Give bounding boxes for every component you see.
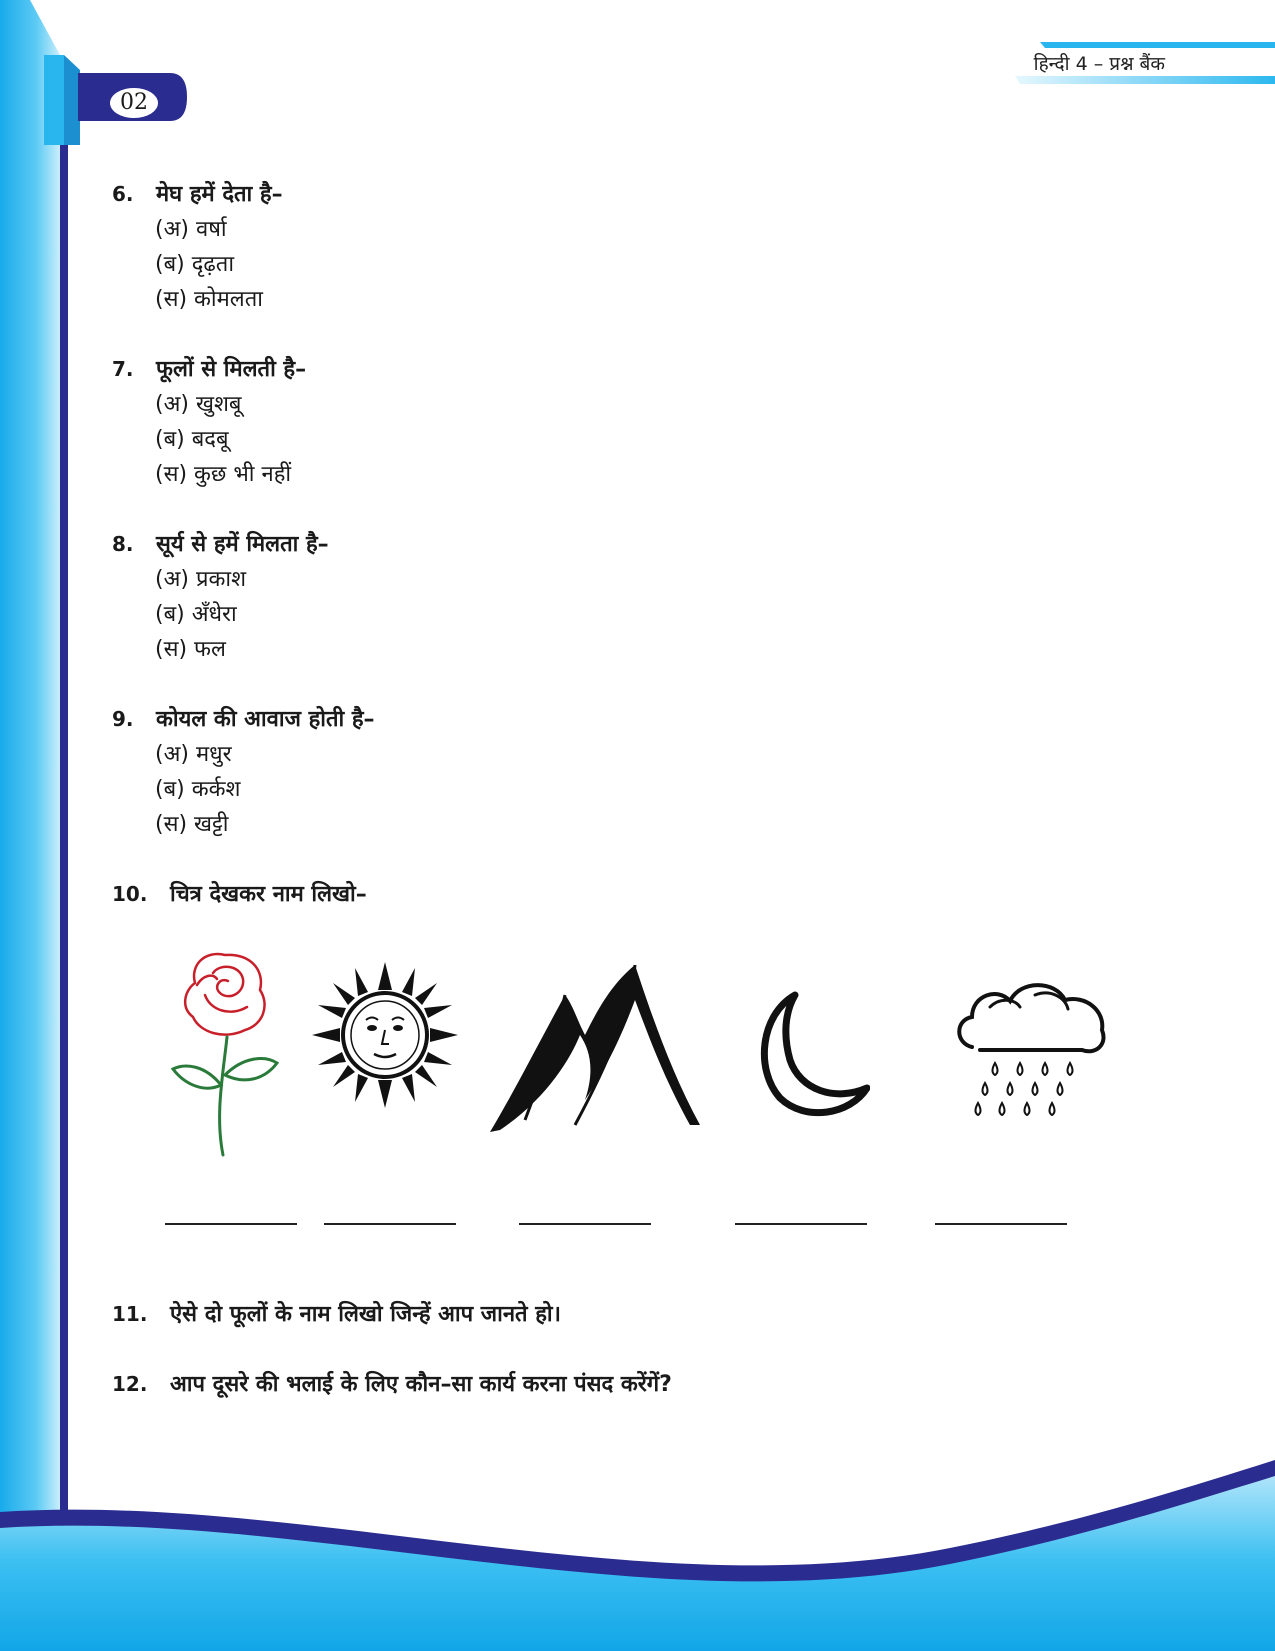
question-number: 11. xyxy=(112,1302,148,1326)
question-number: 6. xyxy=(112,182,134,206)
question-7 xyxy=(112,353,306,383)
answer-blank[interactable] xyxy=(324,1223,456,1225)
question-text: आप दूसरे की भलाई के लिए कौन–सा कार्य करना पंसद करेंगें? xyxy=(170,1372,672,1397)
question-number: 7. xyxy=(112,357,134,381)
question-text: चित्र देखकर नाम लिखो– xyxy=(170,882,367,907)
option: (स) कोमलता xyxy=(155,287,263,312)
sun-icon xyxy=(310,960,460,1110)
option: (अ) वर्षा xyxy=(155,217,227,242)
option: (अ) प्रकाश xyxy=(155,567,247,592)
question-number: 10. xyxy=(112,882,148,906)
question-9 xyxy=(112,703,375,733)
question-10 xyxy=(112,878,367,908)
answer-blank[interactable] xyxy=(935,1223,1067,1225)
header-title: हिन्दी 4 – प्रश्न बैंक xyxy=(1033,53,1165,75)
question-11 xyxy=(112,1298,561,1328)
question-text: मेघ हमें देता है– xyxy=(156,182,283,207)
option: (स) कुछ भी नहीं xyxy=(155,462,292,487)
answer-blank[interactable] xyxy=(735,1223,867,1225)
option: (अ) खुशबू xyxy=(155,392,242,417)
question-text: कोयल की आवाज होती है– xyxy=(156,707,375,732)
mountain-icon xyxy=(485,960,705,1135)
question-text: फूलों से मिलती है– xyxy=(156,357,307,382)
rain-cloud-icon xyxy=(950,975,1110,1135)
moon-icon xyxy=(755,990,870,1120)
page-number: 02 xyxy=(110,88,158,118)
question-number: 9. xyxy=(112,707,134,731)
option: (ब) कर्कश xyxy=(155,777,241,802)
option: (स) खट्टी xyxy=(155,812,229,837)
answer-blank[interactable] xyxy=(165,1223,297,1225)
question-8 xyxy=(112,528,329,558)
question-text: ऐसे दो फूलों के नाम लिखो जिन्हें आप जानते हो। xyxy=(170,1302,561,1327)
question-text: सूर्य से हमें मिलता है– xyxy=(156,532,329,557)
question-12 xyxy=(112,1368,672,1398)
option: (ब) बदबू xyxy=(155,427,229,452)
option: (स) फल xyxy=(155,637,226,662)
option: (ब) दृढ़ता xyxy=(155,252,235,277)
rose-icon xyxy=(165,945,285,1165)
answer-blank[interactable] xyxy=(519,1223,651,1225)
question-number: 8. xyxy=(112,532,134,556)
question-6 xyxy=(112,178,283,208)
question-number: 12. xyxy=(112,1372,148,1396)
option: (अ) मधुर xyxy=(155,742,232,767)
option: (ब) अँधेरा xyxy=(155,602,237,627)
